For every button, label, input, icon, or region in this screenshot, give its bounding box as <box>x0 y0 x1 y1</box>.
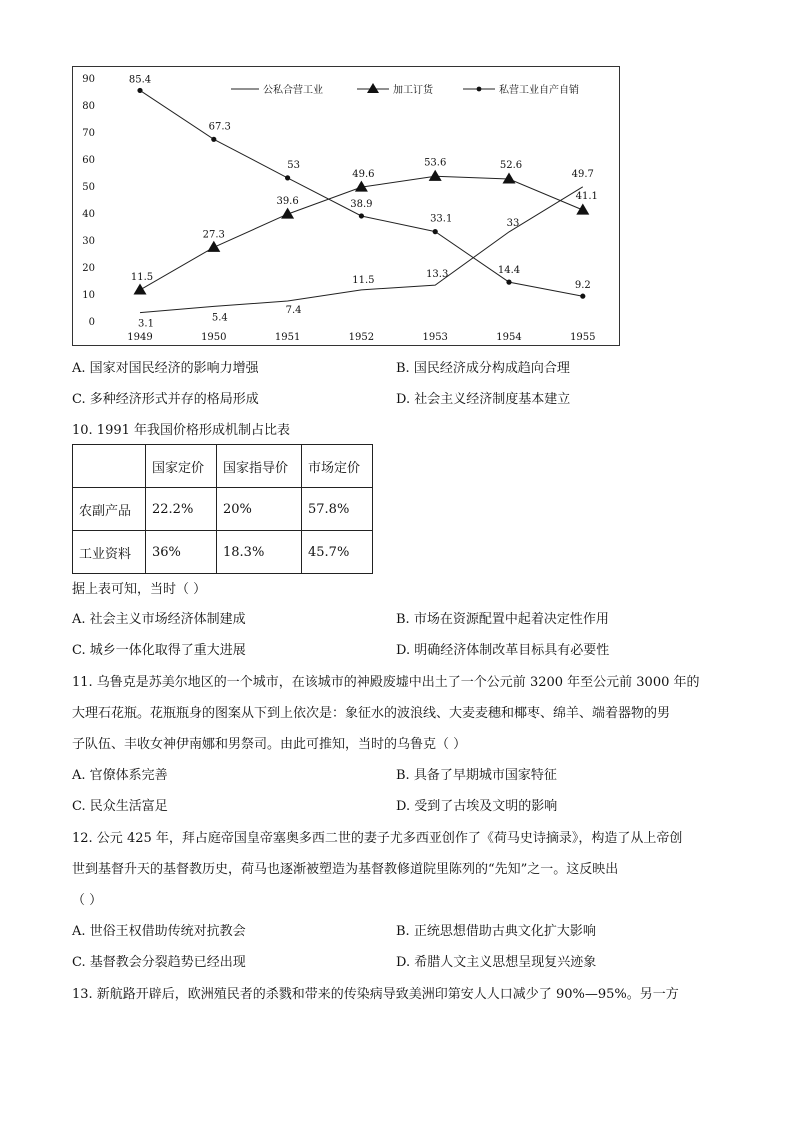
data-label: 11.5 <box>130 271 154 283</box>
data-label: 49.6 <box>352 169 375 181</box>
q12-stem-line: 世到基督升天的基督教历史，荷马也逐渐被塑造为基督教修道院里陈列的“先知”之一。这反映出 <box>72 862 619 877</box>
x-tick-label: 1955 <box>570 332 596 343</box>
q9-option-b[interactable]: B. 国民经济成分构成趋向合理 <box>396 361 570 376</box>
q11-stem-line: 子队伍、丰收女神伊南娜和男祭司。由此可推知，当时的乌鲁克（ ） <box>72 737 467 752</box>
q10-stem: 据上表可知，当时（ ） <box>72 582 207 597</box>
data-label: 85.4 <box>128 74 152 86</box>
x-tick-label: 1949 <box>127 332 153 343</box>
q13-stem-line: 13. 新航路开辟后，欧洲殖民者的杀戮和带来的传染病导致美洲印第安人人口减少了 90%—95%。另一方 <box>72 987 679 1002</box>
chart-svg <box>73 67 621 347</box>
table-cell: 57.8% <box>302 488 373 531</box>
table-header-row <box>73 445 373 488</box>
x-tick-label: 1952 <box>348 332 375 343</box>
data-label: 38.9 <box>350 198 373 210</box>
x-tick-label: 1953 <box>422 332 448 343</box>
industry-line-chart <box>72 66 620 346</box>
table-row <box>73 488 373 531</box>
q12-option-d[interactable]: D. 希腊人文主义思想呈现复兴迹象 <box>396 955 597 970</box>
table-cell: 18.3% <box>217 531 302 574</box>
data-label: 41.1 <box>575 191 598 203</box>
q12-stem-line: 12. 公元 425 年，拜占庭帝国皇帝塞奥多西二世的妻子尤多西亚创作了《荷马史诗摘录》，构造了从上帝创 <box>72 831 683 846</box>
y-tick-label: 50 <box>82 182 95 193</box>
table-cell: 工业资料 <box>73 531 146 574</box>
data-label: 13.3 <box>426 269 449 281</box>
table-header-cell: 国家指导价 <box>217 445 302 488</box>
dot-marker <box>137 88 142 93</box>
triangle-marker <box>281 208 294 219</box>
q11-option-a[interactable]: A. 官僚体系完善 <box>72 768 168 783</box>
q12-option-b[interactable]: B. 正统思想借助古典文化扩大影响 <box>396 924 596 939</box>
q11-option-b[interactable]: B. 具备了早期城市国家特征 <box>396 768 557 783</box>
dot-marker <box>580 294 585 299</box>
data-label: 49.7 <box>571 168 594 180</box>
triangle-marker <box>207 241 220 252</box>
table-cell: 36% <box>146 531 217 574</box>
q10-option-a[interactable]: A. 社会主义市场经济体制建成 <box>72 612 246 627</box>
x-tick-label: 1950 <box>201 332 227 343</box>
dot-marker <box>211 137 216 142</box>
y-tick-label: 0 <box>88 317 95 328</box>
data-label: 33 <box>506 217 520 229</box>
data-label: 5.4 <box>211 312 228 324</box>
q10-title: 10. 1991 年我国价格形成机制占比表 <box>72 423 291 438</box>
data-label: 33.1 <box>430 213 453 225</box>
table-cell: 22.2% <box>146 488 217 531</box>
q10-option-d[interactable]: D. 明确经济体制改革目标具有必要性 <box>396 643 610 658</box>
price-mechanism-table <box>72 444 373 574</box>
y-tick-label: 60 <box>82 155 95 166</box>
dot-marker <box>506 280 511 285</box>
q12-stem-line: （ ） <box>72 893 103 908</box>
table-cell: 农副产品 <box>73 488 146 531</box>
data-label: 9.2 <box>574 280 591 292</box>
q11-option-c[interactable]: C. 民众生活富足 <box>72 799 168 814</box>
y-tick-label: 90 <box>82 74 95 85</box>
table-header-cell: 国家定价 <box>146 445 217 488</box>
data-label: 53 <box>287 159 300 171</box>
y-tick-label: 80 <box>82 101 95 112</box>
legend-label: 公私合营工业 <box>263 85 323 96</box>
q11-option-d[interactable]: D. 受到了古埃及文明的影响 <box>396 799 558 814</box>
legend-triangle-icon <box>367 83 379 93</box>
data-label: 3.1 <box>138 318 154 330</box>
table-header-cell <box>73 445 146 488</box>
data-label: 11.5 <box>352 274 375 286</box>
y-tick-label: 40 <box>82 209 95 220</box>
q10-option-b[interactable]: B. 市场在资源配置中起着决定性作用 <box>396 612 609 627</box>
data-label: 7.4 <box>285 305 302 317</box>
data-label: 52.6 <box>499 159 523 171</box>
q10-option-c[interactable]: C. 城乡一体化取得了重大进展 <box>72 643 246 658</box>
q11-stem-line: 大理石花瓶。花瓶瓶身的图案从下到上依次是：象征水的波浪线、大麦麦穗和椰枣、绵羊、端着器物的男 <box>72 706 671 721</box>
x-tick-label: 1951 <box>274 332 301 343</box>
q12-option-a[interactable]: A. 世俗王权借助传统对抗教会 <box>72 924 246 939</box>
q9-option-a[interactable]: A. 国家对国民经济的影响力增强 <box>72 361 259 376</box>
data-label: 14.4 <box>497 265 521 277</box>
table-header-cell: 市场定价 <box>302 445 373 488</box>
q12-option-c[interactable]: C. 基督教会分裂趋势已经出现 <box>72 955 246 970</box>
x-tick-label: 1954 <box>496 332 522 343</box>
table-row <box>73 531 373 574</box>
y-tick-label: 20 <box>82 263 95 274</box>
y-tick-label: 10 <box>82 290 95 301</box>
legend-label: 加工订货 <box>393 85 433 96</box>
data-label: 27.3 <box>202 229 225 241</box>
q9-option-d[interactable]: D. 社会主义经济制度基本建立 <box>396 392 571 407</box>
triangle-marker <box>134 283 147 294</box>
dot-marker <box>359 213 364 218</box>
dot-marker <box>285 175 290 180</box>
q9-option-c[interactable]: C. 多种经济形式并存的格局形成 <box>72 392 259 407</box>
data-label: 39.6 <box>276 196 299 208</box>
data-label: 53.6 <box>424 157 447 169</box>
table-cell: 45.7% <box>302 531 373 574</box>
y-tick-label: 30 <box>82 236 95 247</box>
table-cell: 20% <box>217 488 302 531</box>
data-label: 67.3 <box>208 121 231 133</box>
dot-marker <box>433 229 438 234</box>
legend-label: 私营工业自产自销 <box>499 85 579 96</box>
triangle-marker <box>576 204 589 215</box>
triangle-marker <box>503 172 516 183</box>
y-tick-label: 70 <box>82 128 95 139</box>
q11-stem-line: 11. 乌鲁克是苏美尔地区的一个城市，在该城市的神殿废墟中出土了一个公元前 3200 年至公元前 3000 年的 <box>72 675 700 690</box>
triangle-marker <box>429 170 442 181</box>
legend-dot-icon <box>477 87 482 92</box>
